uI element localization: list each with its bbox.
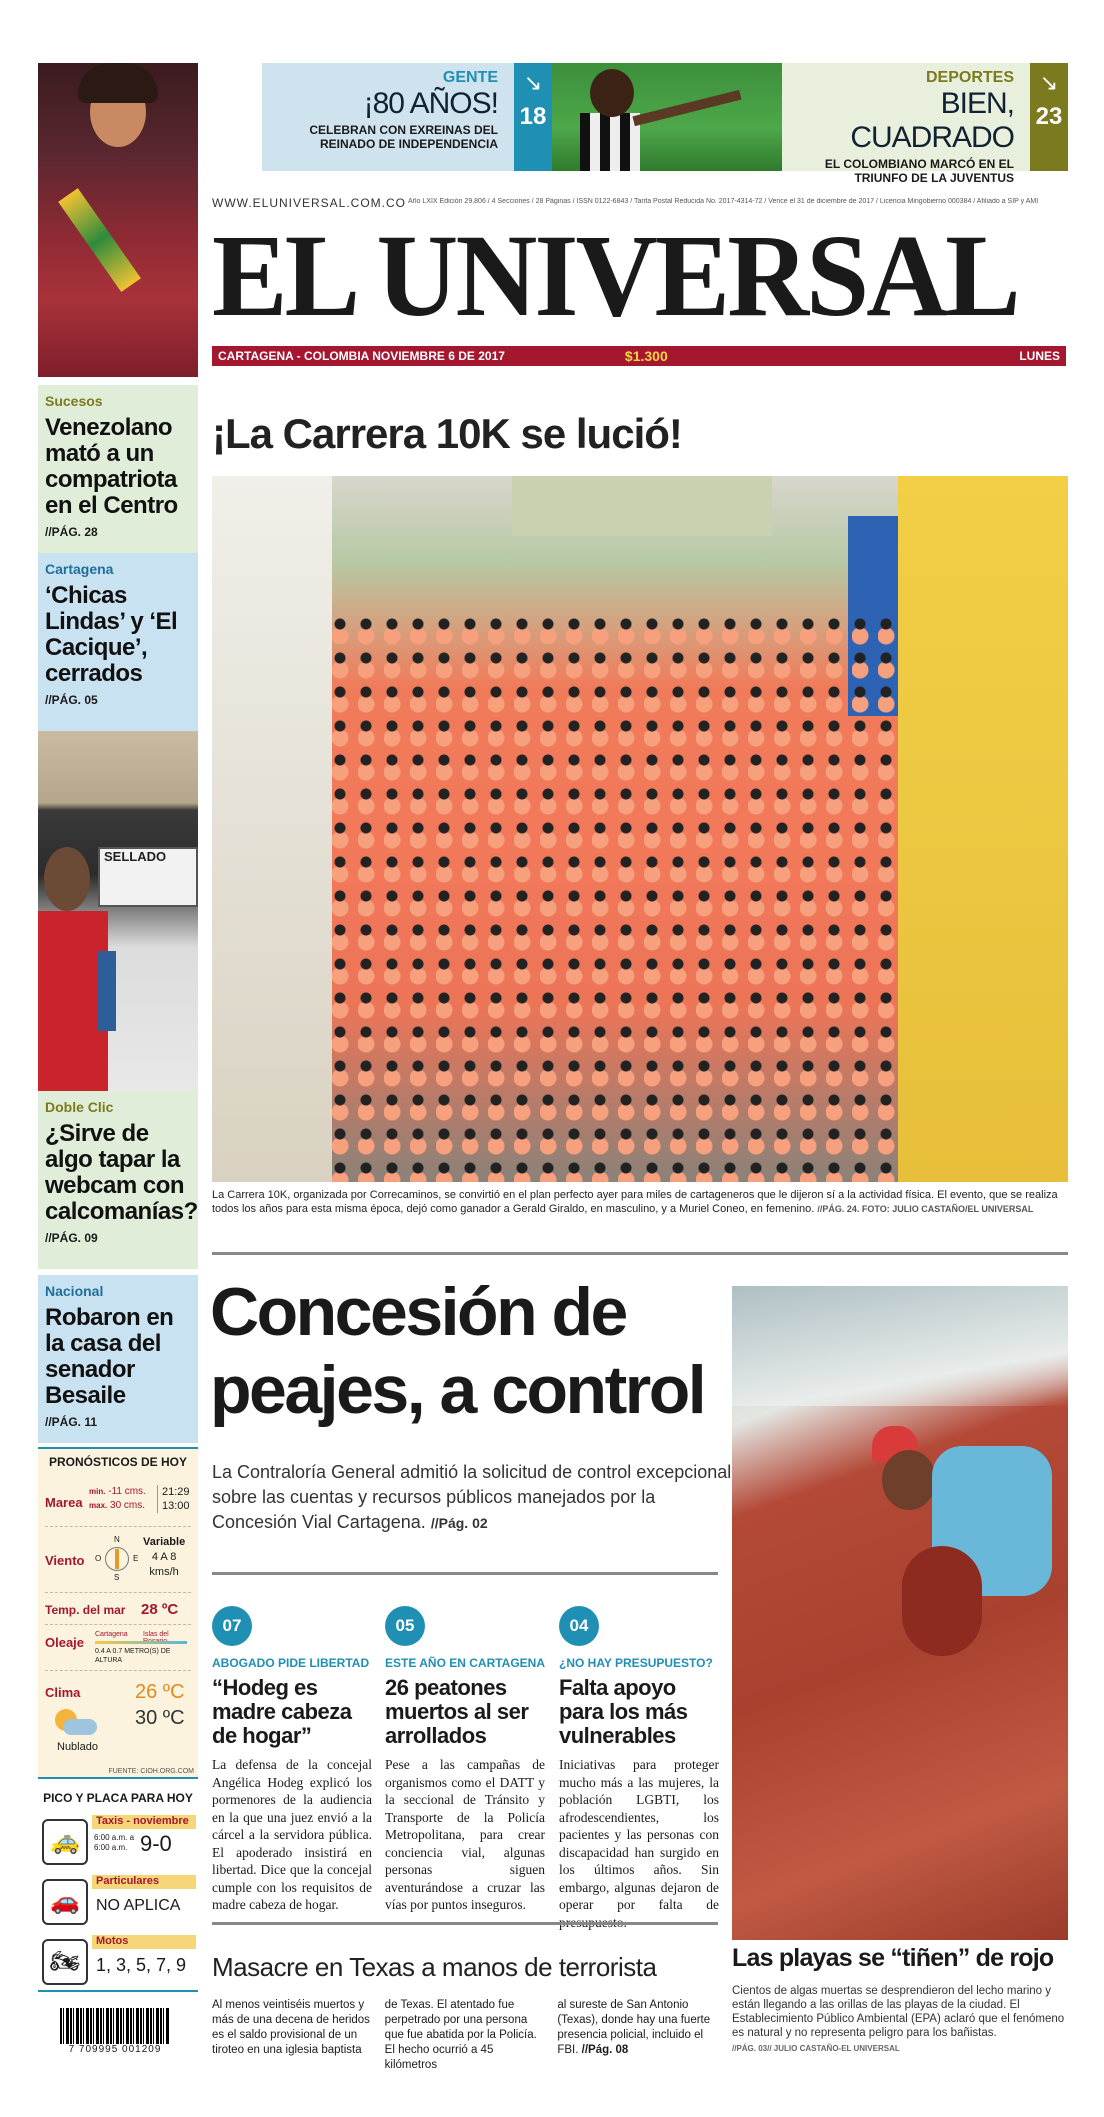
sidebar-page: //PÁG. 11 (45, 1415, 98, 1429)
site-url[interactable]: WWW.ELUNIVERSAL.COM.CO (212, 196, 407, 210)
taxi-icon: 🚕 (42, 1819, 88, 1865)
viento-direction: Variable (143, 1536, 186, 1548)
taxis-times: 6:00 a.m. a 6:00 a.m. (94, 1833, 135, 1852)
marea-max-time: 13:00 (162, 1500, 190, 1512)
caption-credit: //PÁG. 24. FOTO: JULIO CASTAÑO/EL UNIVERSAL (817, 1204, 1034, 1214)
banner-deportes[interactable] (782, 63, 1068, 185)
dateline-bar (212, 346, 1066, 366)
car-icon: 🚗 (42, 1879, 88, 1925)
sidebar-page: //PÁG. 05 (45, 693, 98, 707)
caption-text: La Carrera 10K, organizada por Correcaminos, se convirtió en el plan perfecto ayer para miles de cartageneros que le dijeron sí a la actividad física. El evento, que se realiza todos los años para esta misma época, dejó como ganador a Gerald Giraldo, en masculino, y a Muriel Coneo, en femenino. (212, 1189, 1058, 1215)
gente-page: 18 (519, 103, 547, 130)
lead-deck-text: La Contraloría General admitió la solicitud de control excepcional sobre las cuentas y recursos públicos manejados por la Concesión Vial Cartagena. (212, 1462, 732, 1532)
story-headline: “Hodeg es madre cabeza de hogar” (212, 1675, 352, 1748)
race-photo (212, 476, 1068, 1182)
marea-max-value: 30 cms. (110, 1500, 146, 1511)
masthead (212, 196, 1066, 370)
edition-meta: Año LXIX Edición 29.806 / 4 Secciones / 28 Páginas / ISSN 0122-6843 / Tarifa Postal Reducida No. 2017-4314-72 / Vence el 31 de diciembre de 2017 / Licencia Mingobierno 000384 / Afiliado a SIP y AMI (408, 198, 1039, 205)
sidebar-item-cartagena[interactable] (38, 553, 198, 731)
sidebar-item-nacional[interactable] (38, 1275, 198, 1443)
viento-label: Viento (45, 1553, 85, 1568)
motos-label: Motos (92, 1935, 196, 1949)
story-headline: 26 peatones muertos al ser arrollados (385, 1675, 529, 1748)
clima-high: 30 ºC (135, 1707, 185, 1729)
oleaje-bar (95, 1641, 187, 1644)
playas-body: Cientos de algas muertas se desprendieron del lecho marino y están llegando a las orillas de las playas de la ciudad. El Establecimiento Público Ambiental (EPA) aclaró que el fenómeno es natural y no representa peligro para los bañistas. (732, 1985, 1065, 2039)
barcode-bars (60, 2008, 170, 2044)
gente-page-box (514, 63, 552, 171)
deportes-sub: EL COLOMBIANO MARCÓ EN EL TRIUNFO DE LA JUVENTUS (824, 157, 1014, 185)
barcode-number: 7 709995 001209 (68, 2044, 162, 2055)
texas-body (212, 1998, 718, 2073)
oleaje-value: 0.4 A 0.7 METRO(S) DE ALTURA (95, 1648, 171, 1664)
story-hodeg[interactable] (212, 1606, 372, 1914)
cuadrado-photo (552, 63, 782, 171)
pico-placa-title: PICO Y PLACA PARA HOY (43, 1791, 193, 1805)
price: $1.300 (624, 348, 668, 364)
clima-label: Clima (45, 1685, 81, 1700)
story-body: Pese a las campañas de organismos como el DATT y la seccional de Tránsito y Transporte de la Policía Metropolitana, para crear conciencia vial, algunas personas siguen aventurándose a cruzar las vías por puntos inseguros. (385, 1757, 545, 1912)
story-body: La defensa de la concejal Angélica Hodeg explicó los pormenores de la audiencia en la que una juez envió a la cárcel a la servidora pública. El apoderado insistirá en libertad. Dice que la concejal cumple con los requisitos de madre cabeza de hogar. (212, 1757, 372, 1912)
sidebar-kicker: Nacional (45, 1283, 104, 1299)
divider (212, 1922, 718, 1925)
story-body: Iniciativas para proteger mucho más a las mujeres, la población LGBTI, los afrodescendientes, los pacientes y las personas con discapacidad han surgido en los últimos años. Sin embargo, algunas dejaron de operar por falta de (559, 1757, 719, 1912)
story-peatones[interactable] (385, 1606, 545, 1914)
sidebar-page: //PÁG. 09 (45, 1231, 98, 1245)
banner-gente[interactable] (262, 63, 552, 171)
sidebar-title: Venezolano mató a un compatriota en el Centro (45, 414, 178, 519)
main-caption (212, 1188, 1068, 1216)
oleaje-place2: Islas del (143, 1631, 169, 1638)
particulares-label: Particulares (92, 1875, 196, 1889)
compass-n: N (114, 1535, 120, 1544)
deportes-headline: BIEN, CUADRADO (850, 87, 1014, 154)
weather-title: PRONÓSTICOS DE HOY (48, 1455, 188, 1469)
sidebar-item-doble-clic[interactable] (38, 1091, 198, 1269)
dateline: CARTAGENA - COLOMBIA NOVIEMBRE 6 DE 2017 (218, 349, 505, 363)
taxis-value: 9-0 (140, 1831, 172, 1856)
sidebar-kicker: Sucesos (45, 393, 103, 409)
compass-icon (95, 1535, 139, 1582)
motos-value: 1, 3, 5, 7, 9 (96, 1955, 187, 1975)
barcode (60, 2008, 170, 2056)
clima-low: 26 ºC (135, 1681, 185, 1703)
arrow-down-icon: ↘ (1039, 70, 1059, 95)
sellado-photo (38, 731, 198, 1091)
taxis-label: Taxis - noviembre (92, 1815, 196, 1829)
clima-state: Nublado (57, 1741, 98, 1753)
lead-headline-line1[interactable]: Concesión de (210, 1274, 626, 1350)
playas-credit: //PÁG. 03// JULIO CASTAÑO-EL UNIVERSAL (732, 2044, 900, 2053)
texas-col2: de Texas. El atentado fue perpetrado por una persona que fue abatida por la Policía. El hecho ocurrió a 45 kilómetros (384, 1999, 537, 2071)
queen-photo (38, 63, 198, 377)
sidebar-title: ‘Chicas Lindas’ y ‘El Cacique’, cerrados (45, 582, 178, 687)
lead-deck (212, 1460, 732, 1536)
sidebar-page: //PÁG. 28 (45, 525, 98, 539)
oleaje-place1: Cartagena (95, 1631, 128, 1638)
story-kicker: ESTE AÑO EN CARTAGENA (385, 1656, 546, 1670)
story-number: 04 (559, 1606, 599, 1646)
oleaje-label: Oleaje (45, 1635, 85, 1650)
story-headline: Falta apoyo para los más vulnerables (559, 1675, 688, 1748)
sun-cloud-icon (49, 1709, 97, 1739)
motorcycle-icon: 🏍 (42, 1939, 88, 1985)
particulares-value: NO APLICA (96, 1897, 181, 1914)
marea-min-label: min. (89, 1487, 106, 1496)
algae-photo (732, 1286, 1068, 1940)
marea-max-label: max. (89, 1501, 108, 1510)
pico-placa-box (38, 1787, 198, 1992)
divider (212, 1252, 1068, 1255)
marea-min-value: -11 cms. (108, 1486, 146, 1497)
compass-o: O (95, 1554, 102, 1563)
texas-col1: Al menos veintiséis muertos y más de una decena de heridos es el saldo provisional de un tiroteo en una iglesia baptista (212, 1999, 370, 2056)
compass-s: S (114, 1573, 120, 1582)
story-number: 07 (212, 1606, 252, 1646)
divider (212, 1572, 718, 1575)
gente-headline: ¡80 AÑOS! (363, 87, 498, 120)
texas-page[interactable]: //Pág. 08 (581, 2044, 629, 2056)
main-headline[interactable]: ¡La Carrera 10K se lució! (212, 410, 682, 457)
arrow-down-icon: ↘ (523, 70, 543, 95)
marea-min-time: 21:29 (162, 1486, 190, 1498)
texas-headline[interactable]: Masacre en Texas a manos de terrorista (212, 1952, 657, 1982)
sidebar-title: ¿Sirve de algo tapar la webcam con calcomanías? (45, 1120, 198, 1225)
viento-speed: 4 A 8 (151, 1551, 177, 1563)
sidebar-item-sucesos[interactable] (38, 385, 198, 553)
texas-col3: al sureste de San Antonio (Texas), donde hay una fuerte presencia policial, incluido el FBI. (557, 1999, 711, 2056)
viento-unit: kms/h (149, 1566, 179, 1578)
sidebar-kicker: Cartagena (45, 561, 114, 577)
newspaper-title: EL UNIVERSAL (212, 210, 1018, 341)
story-kicker: ¿NO HAY PRESUPUESTO? (559, 1656, 713, 1670)
story-kicker: ABOGADO PIDE LIBERTAD (212, 1656, 370, 1670)
temp-mar-value: 28 ºC (141, 1601, 179, 1618)
gente-sub: CELEBRAN CON EXREINAS DEL REINADO DE INDEPENDENCIA (309, 123, 498, 151)
weekday: LUNES (1019, 349, 1060, 363)
lead-headline-line2[interactable]: peajes, a control (210, 1352, 705, 1428)
sellado-sign: SELLADO (104, 849, 167, 864)
weather-source: FUENTE: CIOH.ORG.COM (108, 1768, 194, 1775)
playas-headline[interactable]: Las playas se “tiñen” de rojo (732, 1944, 1054, 1972)
sidebar-title: Robaron en la casa del senador Besaile (45, 1304, 174, 1409)
sidebar-kicker: Doble Clic (45, 1099, 114, 1115)
temp-mar-label: Temp. del mar (45, 1603, 126, 1617)
weather-box (38, 1447, 198, 1779)
deportes-page: 23 (1035, 103, 1063, 130)
gente-section: GENTE (442, 69, 498, 86)
marea-label: Marea (45, 1495, 83, 1510)
lead-page[interactable]: //Pág. 02 (430, 1515, 488, 1531)
deportes-page-box (1030, 63, 1068, 171)
story-number: 05 (385, 1606, 425, 1646)
compass-e: E (133, 1554, 139, 1563)
story-vulnerables[interactable] (559, 1606, 719, 1931)
deportes-section: DEPORTES (925, 69, 1014, 86)
